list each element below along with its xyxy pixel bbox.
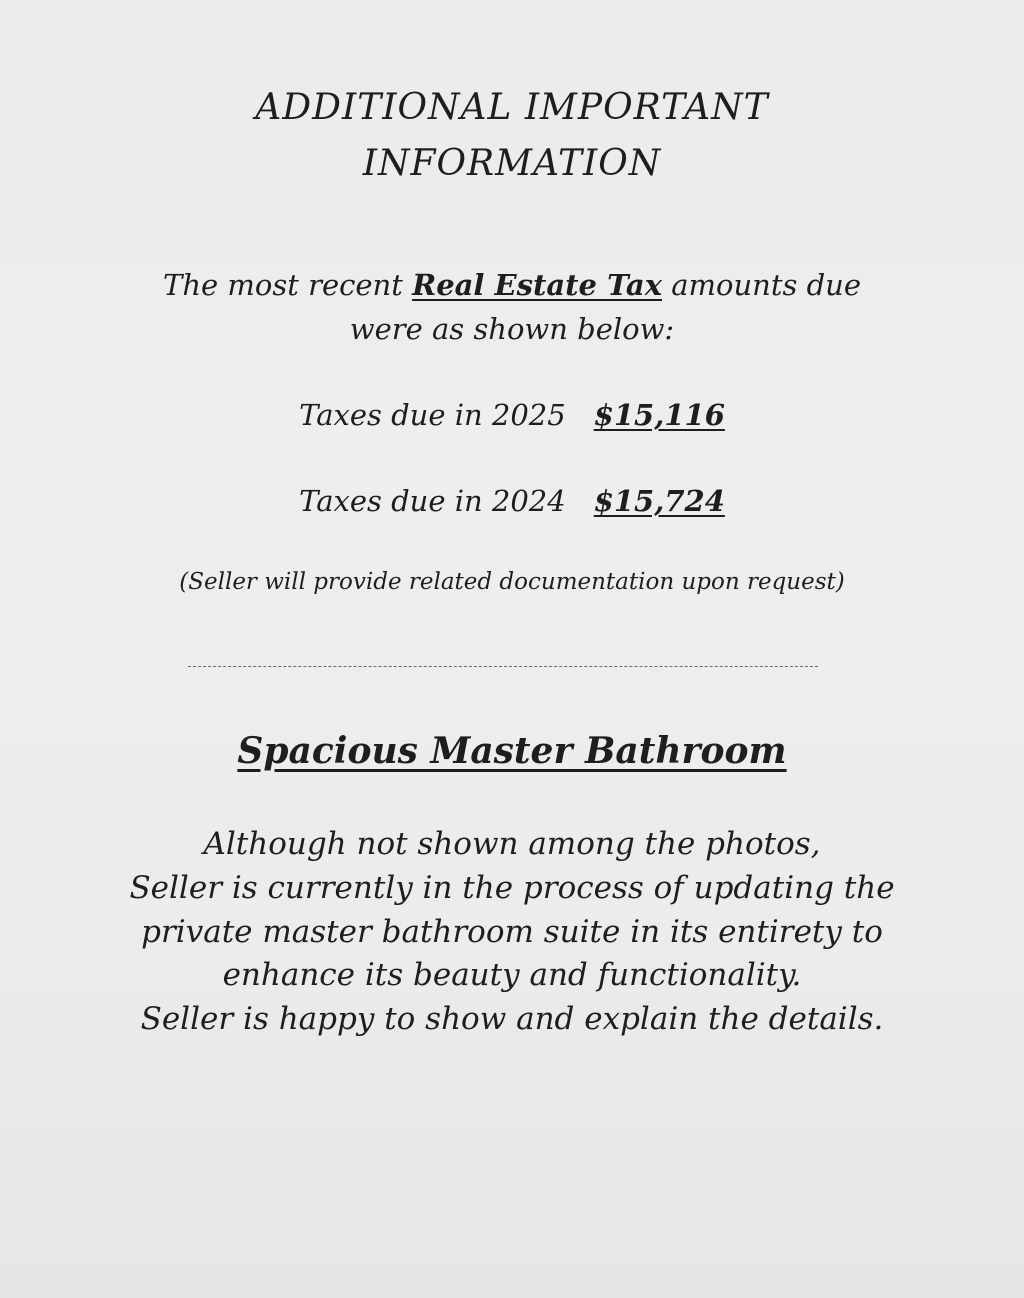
tax-intro-line-1 bbox=[0, 268, 1024, 303]
paragraph-line: private master bathroom suite in its entirety to bbox=[141, 914, 883, 950]
tax-intro-line-2: were as shown below: bbox=[349, 312, 675, 346]
tax-label: Taxes due in 2025 bbox=[299, 398, 566, 432]
tax-intro-emphasis: Real Estate Tax bbox=[412, 268, 662, 302]
tax-label: Taxes due in 2024 bbox=[299, 484, 566, 518]
documentation-note: (Seller will provide related documentation upon request) bbox=[179, 569, 845, 595]
tax-amount: $15,724 bbox=[593, 484, 725, 518]
page-title-line-1: ADDITIONAL IMPORTANT bbox=[255, 87, 769, 128]
tax-row-2025 bbox=[0, 398, 1024, 433]
tax-intro-prefix: The most recent bbox=[163, 268, 413, 302]
page-title-line-2: INFORMATION bbox=[362, 143, 662, 184]
paragraph-line: Although not shown among the photos, bbox=[203, 826, 821, 862]
tax-intro-suffix: amounts due bbox=[662, 268, 861, 302]
paragraph-line: Seller is currently in the process of updating the bbox=[129, 870, 895, 906]
dashed-divider bbox=[188, 666, 818, 667]
paragraph-line: enhance its beauty and functionality. bbox=[222, 957, 802, 993]
tax-amount: $15,116 bbox=[593, 398, 725, 432]
section-heading: Spacious Master Bathroom bbox=[237, 730, 787, 772]
paragraph-line: Seller is happy to show and explain the details. bbox=[140, 1001, 884, 1037]
tax-row-2024 bbox=[0, 484, 1024, 519]
